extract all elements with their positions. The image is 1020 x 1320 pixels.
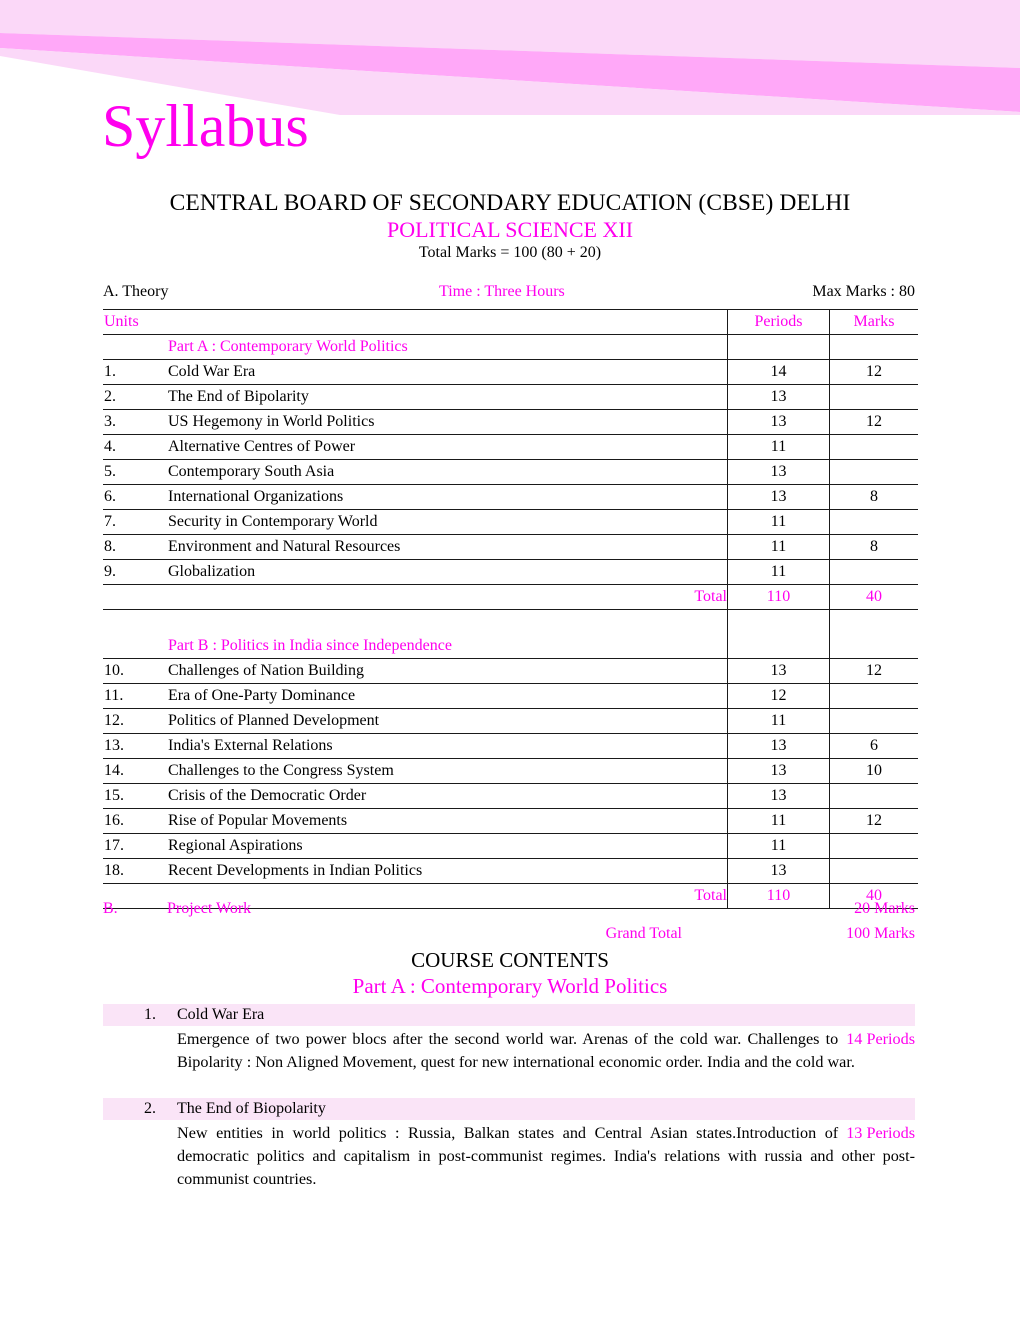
- row-number: 5.: [103, 460, 168, 485]
- row-periods: 11: [728, 510, 830, 535]
- table-row: [103, 809, 918, 834]
- project-work-row: [103, 900, 915, 921]
- table-header-row: [103, 310, 918, 335]
- row-marks: [830, 684, 919, 709]
- table-row: [103, 360, 918, 385]
- row-periods: 11: [728, 709, 830, 734]
- row-title: Security in Contemporary World: [168, 510, 728, 535]
- row-marks: 12: [830, 410, 919, 435]
- page-title: Syllabus: [102, 93, 309, 159]
- row-marks: [830, 560, 919, 585]
- max-marks-label: Max Marks : 80: [812, 283, 915, 300]
- course-unit-title: The End of Biopolarity: [177, 1100, 326, 1117]
- course-contents-part-a-heading: Part A : Contemporary World Politics: [352, 974, 668, 998]
- course-unit-number: 1.: [144, 1006, 156, 1023]
- row-marks: [830, 784, 919, 809]
- row-number: 9.: [103, 560, 168, 585]
- row-periods: 13: [728, 784, 830, 809]
- row-number: 14.: [103, 759, 168, 784]
- row-number: 15.: [103, 784, 168, 809]
- row-marks: [830, 859, 919, 884]
- header-marks: Marks: [830, 310, 919, 335]
- exam-time-label: Time : Three Hours: [439, 283, 565, 300]
- course-unit-title: Cold War Era: [177, 1006, 265, 1023]
- table-row: [103, 684, 918, 709]
- row-marks: [830, 435, 919, 460]
- table-row: [103, 709, 918, 734]
- row-title: Alternative Centres of Power: [168, 435, 728, 460]
- row-number: 3.: [103, 410, 168, 435]
- row-periods: 13: [728, 659, 830, 684]
- row-marks: [830, 510, 919, 535]
- course-unit-header: [103, 1098, 915, 1120]
- row-title: Regional Aspirations: [168, 834, 728, 859]
- table-row: [103, 485, 918, 510]
- row-periods: 12: [728, 684, 830, 709]
- row-title: Contemporary South Asia: [168, 460, 728, 485]
- row-title: Cold War Era: [168, 360, 728, 385]
- part-b-label: Part B : Politics in India since Independence: [168, 634, 728, 659]
- row-marks: [830, 709, 919, 734]
- row-periods: 13: [728, 734, 830, 759]
- row-title: Environment and Natural Resources: [168, 535, 728, 560]
- row-marks: 12: [830, 659, 919, 684]
- row-periods: 13: [728, 859, 830, 884]
- row-number: 16.: [103, 809, 168, 834]
- course-contents-heading: COURSE CONTENTS: [411, 948, 609, 972]
- part-a-total-row: [103, 585, 918, 610]
- part-b-total-marks: 40: [830, 884, 919, 909]
- project-work-marks: 20 Marks: [854, 900, 915, 917]
- row-periods: 11: [728, 834, 830, 859]
- total-marks-line: Total Marks = 100 (80 + 20): [418, 244, 602, 261]
- row-marks: 8: [830, 485, 919, 510]
- part-b-total-periods: 110: [728, 884, 830, 909]
- table-row: [103, 859, 918, 884]
- row-number: 7.: [103, 510, 168, 535]
- row-periods: 11: [728, 809, 830, 834]
- row-periods: 13: [728, 485, 830, 510]
- course-unit-number: 2.: [144, 1100, 156, 1117]
- table-row: [103, 834, 918, 859]
- row-number: 6.: [103, 485, 168, 510]
- course-unit-block: [103, 1098, 915, 1191]
- row-periods: 13: [728, 385, 830, 410]
- table-row: [103, 410, 918, 435]
- row-title: India's External Relations: [168, 734, 728, 759]
- table-spacer-row: [103, 610, 918, 635]
- course-unit-header: [103, 1004, 915, 1026]
- part-a-label: Part A : Contemporary World Politics: [168, 335, 728, 360]
- course-unit-body: [177, 1026, 915, 1074]
- row-marks: [830, 460, 919, 485]
- table-row: [103, 560, 918, 585]
- table-row: [103, 784, 918, 809]
- row-periods: 13: [728, 460, 830, 485]
- grand-total-label: Grand Total: [605, 925, 682, 942]
- row-periods: 11: [728, 560, 830, 585]
- project-work-label: Project Work: [167, 900, 252, 917]
- header-units-spacer: [168, 310, 728, 335]
- row-periods: 13: [728, 410, 830, 435]
- row-marks: 6: [830, 734, 919, 759]
- table-row: [103, 734, 918, 759]
- row-number: 10.: [103, 659, 168, 684]
- row-number: 1.: [103, 360, 168, 385]
- row-number: 11.: [103, 684, 168, 709]
- row-periods: 11: [728, 535, 830, 560]
- row-title: Politics of Planned Development: [168, 709, 728, 734]
- grand-total-marks: 100 Marks: [846, 925, 915, 942]
- row-title: The End of Bipolarity: [168, 385, 728, 410]
- row-title: Globalization: [168, 560, 728, 585]
- table-row: [103, 460, 918, 485]
- row-marks: 12: [830, 360, 919, 385]
- row-number: 17.: [103, 834, 168, 859]
- row-marks: 8: [830, 535, 919, 560]
- theory-info-row: [103, 283, 915, 303]
- subject-title: POLITICAL SCIENCE XII: [386, 217, 634, 242]
- row-title: US Hegemony in World Politics: [168, 410, 728, 435]
- row-title: International Organizations: [168, 485, 728, 510]
- row-periods: 13: [728, 759, 830, 784]
- row-title: Era of One-Party Dominance: [168, 684, 728, 709]
- syllabus-table: [103, 309, 918, 909]
- table-row: [103, 510, 918, 535]
- row-marks: [830, 834, 919, 859]
- row-title: Crisis of the Democratic Order: [168, 784, 728, 809]
- row-marks: 10: [830, 759, 919, 784]
- course-unit-periods: 14 Periods: [846, 1030, 915, 1048]
- row-number: 8.: [103, 535, 168, 560]
- project-work-letter: B.: [103, 900, 118, 917]
- part-b-total-label: Total: [168, 884, 728, 909]
- table-row: [103, 759, 918, 784]
- row-marks: [830, 385, 919, 410]
- row-marks: 12: [830, 809, 919, 834]
- part-b-heading-row: [103, 634, 918, 659]
- table-row: [103, 535, 918, 560]
- row-periods: 14: [728, 360, 830, 385]
- part-a-total-marks: 40: [830, 585, 919, 610]
- course-unit-periods: 13 Periods: [846, 1124, 915, 1142]
- part-a-total-periods: 110: [728, 585, 830, 610]
- row-number: 4.: [103, 435, 168, 460]
- header-units: Units: [103, 310, 168, 335]
- grand-total-row: [103, 925, 915, 946]
- row-title: Challenges of Nation Building: [168, 659, 728, 684]
- row-number: 13.: [103, 734, 168, 759]
- table-row: [103, 385, 918, 410]
- part-a-total-label: Total: [168, 585, 728, 610]
- theory-label: A. Theory: [103, 283, 169, 300]
- course-unit-body: [177, 1120, 915, 1191]
- table-row: [103, 435, 918, 460]
- table-row: [103, 659, 918, 684]
- course-unit-description: Emergence of two power blocs after the second world war. Arenas of the cold war. Challenges to Bipolarity : Non Aligned Movement, quest for new international economic order. India and the cold war.: [177, 1030, 855, 1071]
- course-unit-description: New entities in world politics : Russia, Balkan states and Central Asian states.Introduction of democratic politics and capitalism in post-communist regimes. India's relations with russia and other post-communist countries.: [177, 1124, 915, 1188]
- header-periods: Periods: [728, 310, 830, 335]
- row-number: 12.: [103, 709, 168, 734]
- row-title: Recent Developments in Indian Politics: [168, 859, 728, 884]
- part-a-heading-row: [103, 335, 918, 360]
- row-periods: 11: [728, 435, 830, 460]
- course-unit-block: [103, 1004, 915, 1074]
- row-number: 2.: [103, 385, 168, 410]
- board-name: CENTRAL BOARD OF SECONDARY EDUCATION (CBSE) DELHI: [169, 190, 851, 216]
- row-title: Rise of Popular Movements: [168, 809, 728, 834]
- row-number: 18.: [103, 859, 168, 884]
- row-title: Challenges to the Congress System: [168, 759, 728, 784]
